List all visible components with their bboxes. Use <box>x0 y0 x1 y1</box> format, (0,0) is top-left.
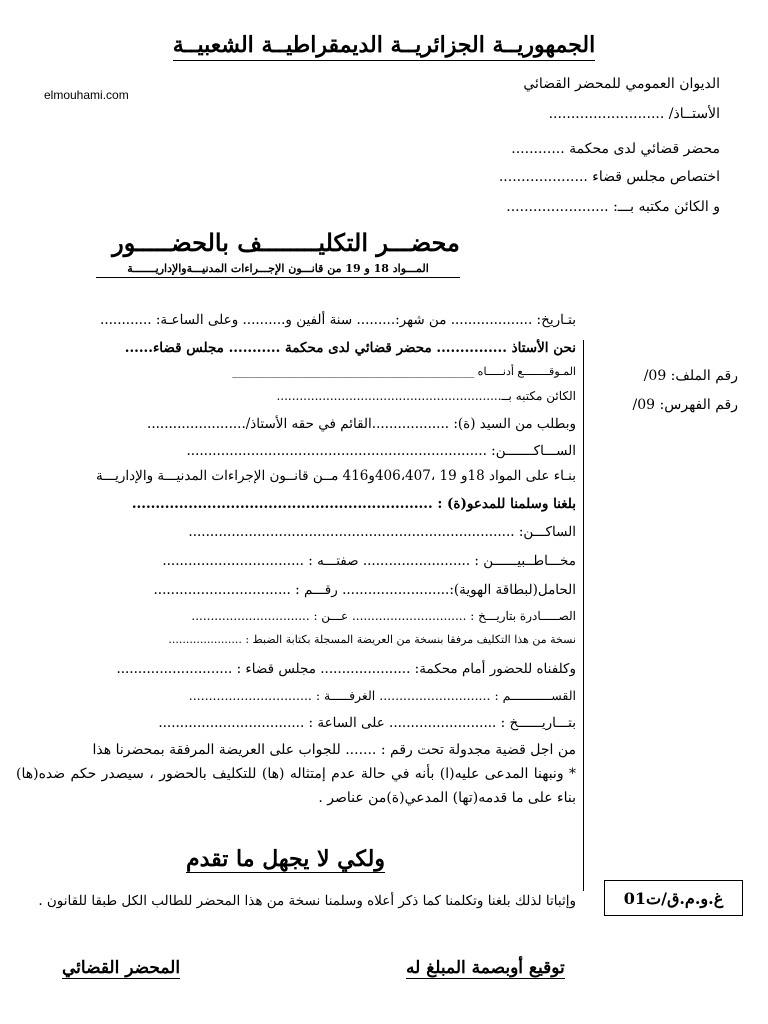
signature-recipient: توقيع أوبصمة المبلغ له <box>406 958 565 978</box>
notice-paragraph: * ونبهنا المدعى عليه(ا) بأنه في حالة عدم إمتثاله (ها) للتكليف بالحضور ، سيصدر حكم ضده(ها) بناء على ما قدمه(تها) المدعي(ة)من عناصر . <box>16 766 576 806</box>
form-line-requester-residence: الســـاكـــــــن: ...................................................................... <box>186 443 576 459</box>
form-line-legal-basis: بنـاء على المواد 18و 19 ،406،407و416 مــن قانــون الإجراءات المدنيـــة والإداريـــة <box>96 468 576 484</box>
form-line-id-card: الحامل(لبطاقة الهوية):......................... رقـــم : ................................ <box>153 582 576 598</box>
document-title: محضـــر التكليــــــــف بالحضـــــور <box>112 228 460 257</box>
header-bailiff-name-line: الأستــاذ/ .......................... <box>548 106 720 122</box>
vertical-divider <box>583 340 584 891</box>
form-line-notified-party: بلغنا وسلمنا للمدعو(ة) : ................................................................ <box>131 496 576 512</box>
form-line-addressee: مخـــاطــبيــــــن : ......................... صفتـــه : ................................. <box>162 553 576 569</box>
index-number: رقم الفهرس: 09/ <box>632 397 738 413</box>
form-line-section-chamber: القســـــــــــم : ............................ الغرفـــــة : ............................... <box>188 688 576 703</box>
form-line-copy-attached: نسخة من هذا التكليف مرفقا بنسخة من العريضة المسجلة بكتابة الضبط : ..................... <box>168 633 576 646</box>
form-line-summons-court: وكلفناه للحضور أمام محكمة: ..................... مجلس قضاء : ........................... <box>116 661 576 677</box>
reference-code: غ.و.م.ق/ت01 <box>623 888 724 908</box>
case-and-notice-paragraph <box>16 738 576 810</box>
slogan: ولكي لا يجهل ما تقدم <box>185 846 385 872</box>
form-line-hearing-date: بتـــاريــــــخ : ......................... على الساعة : .................................. <box>158 715 576 731</box>
form-line-issued: الصـــــادرة بتاريـــخ : .............................. عـــن : ............................... <box>191 609 576 623</box>
form-line-bailiff: نحن الأستاذ ............... محضر قضائي لدى محكمة ........... مجلس قضاء...... <box>124 340 576 356</box>
header-jurisdiction-line: اختصاص مجلس قضاء .................... <box>498 169 720 185</box>
website-watermark: elmouhami.com <box>44 88 129 102</box>
header-court-line: محضر قضائي لدى محكمة ............ <box>511 141 720 157</box>
form-line-case-number: من اجل قضية مجدولة تحت رقم : ....... للجواب على العريضة المرفقة بمحضرنا هذا <box>92 742 576 758</box>
signature-bailiff: المحضر القضائي <box>62 958 181 978</box>
form-line-signed-below: المـوقــــــــع أدنـــــاه ____________________________________________ <box>232 365 576 378</box>
header-office-line: الديوان العمومي للمحضر القضائي <box>523 76 720 92</box>
form-line-requester: وبطلب من السيد (ة): ..................القائم في حقه الأستاذ/....................... <box>147 416 576 432</box>
file-number: رقم الملف: 09/ <box>643 368 738 384</box>
reference-code-box <box>604 880 743 916</box>
closing-paragraph: وإثباتا لذلك بلغنا وتكلمنا كما ذكر أعلاه وسلمنا نسخة من هذا المحضر للطالب الكل طبقا للقانون . <box>38 893 576 909</box>
form-line-date: بتـاريخ: ................... من شهر:......... سنة ألفين و.......... وعلى الساعـة: ............ <box>100 312 576 328</box>
form-line-party-residence: الساكـــن: ............................................................................ <box>188 524 576 540</box>
form-line-office: الكائن مكتبه بــ........................................................... <box>276 389 576 403</box>
header-office-address-line: و الكائن مكتبه بـــ: ....................... <box>506 199 720 215</box>
republic-title: الجمهوريــة الجزائريــة الديمقراطيــة الشعبيــة <box>0 32 768 58</box>
document-subtitle: المـــواد 18 و 19 من قانـــون الإجـــراءات المدنيـــةوالإداريـــــــة <box>96 262 460 278</box>
